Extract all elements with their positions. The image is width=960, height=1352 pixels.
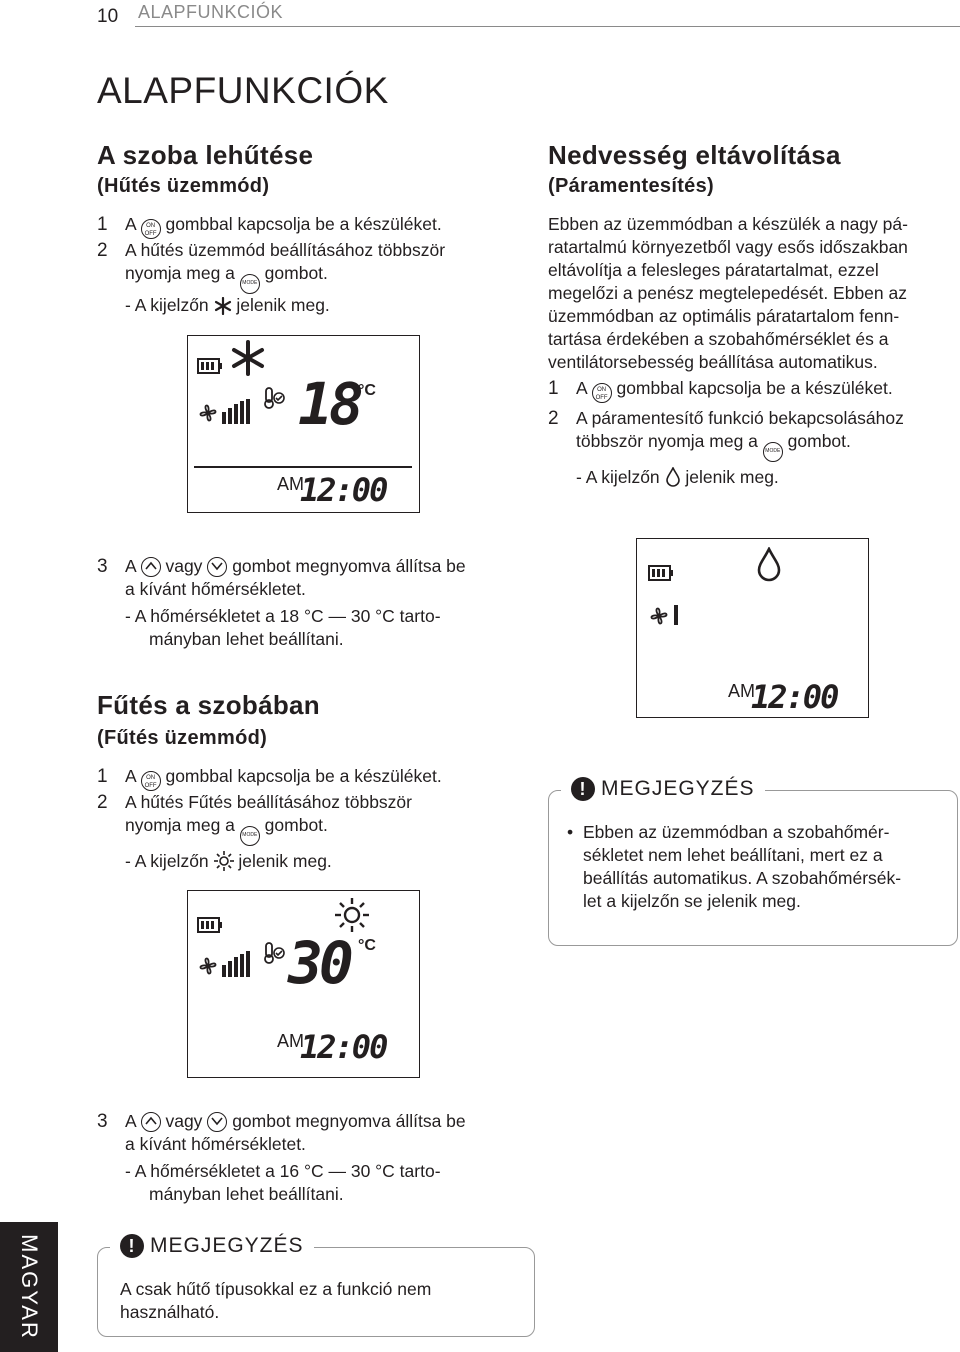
- cooling-step-3: 3 A vagy gombot megnyomva állítsa be a kívánt hőmérsékletet. - A hőmérsékletet a 18 °C — 30 °C tarto- mányban lehet beállítani.: [97, 556, 466, 649]
- dehumid-display-note: - A kijelzőn jelenik meg.: [576, 467, 779, 487]
- mode-button-icon: MODE: [240, 826, 260, 846]
- clock-display: 12:00: [751, 678, 838, 716]
- exclamation-icon: !: [571, 777, 595, 801]
- set-temperature: 18: [298, 370, 360, 438]
- cooling-steps: 1 A ON OFF gombbal kapcsolja be a készüléket. 2 A hűtés üzemmód beállításához többször nyomja meg a MODE gombot. - A kijelzőn jelenik meg.: [97, 213, 517, 317]
- page-title: ALAPFUNKCIÓK: [97, 70, 389, 111]
- sun-icon: [334, 897, 370, 933]
- fan-icon: [200, 405, 215, 420]
- section-header: ALAPFUNKCIÓK: [138, 2, 284, 22]
- cooling-subtitle: (Hűtés üzemmód): [97, 175, 270, 197]
- heating-title: Fűtés a szobában: [97, 690, 320, 720]
- up-button-icon: [141, 1112, 161, 1132]
- am-indicator: AM: [277, 1031, 304, 1051]
- fan-speed-icon: [648, 601, 682, 631]
- am-indicator: AM: [728, 681, 755, 701]
- dehumid-step-1: 1 A ON OFF gombbal kapcsolja be a készüléket.: [548, 378, 893, 401]
- note-title: MEGJEGYZÉS: [150, 1234, 304, 1257]
- dehumid-paragraph: Ebben az üzemmódban a készülék a nagy pá- ratartalmú környezetből vagy esős időszakban eltávolítja a felesleges páratartalmat, ezzel megelőzi a penész megtelepedését. Ebben az üzemmódban az optimális páratartalom fenn- tartása érdekében a szobahőmérséklet és a ventilátorsebesség beállítása automatikus.: [548, 214, 908, 372]
- heating-step-1: 1 A ON OFF gombbal kapcsolja be a készüléket.: [97, 766, 442, 789]
- droplet-icon: [756, 547, 782, 583]
- down-button-icon: [207, 557, 227, 577]
- thermometer-icon: [262, 386, 286, 410]
- temperature-unit: °C: [358, 382, 376, 399]
- battery-icon: [197, 917, 223, 933]
- power-button-icon: ON OFF: [592, 383, 612, 403]
- dehumid-steps: 1 A ON OFF gombbal kapcsolja be a készüléket. 2 A páramentesítő funkció bekapcsolásához többször nyomja meg a MODE gombot. - A kijelzőn jelenik meg.: [548, 377, 958, 489]
- clock-display: 12:00: [300, 471, 387, 509]
- snowflake-icon: [230, 340, 266, 376]
- thermometer-icon: [262, 941, 286, 965]
- mode-button-icon: MODE: [240, 274, 260, 294]
- heating-subtitle: (Fűtés üzemmód): [97, 727, 268, 749]
- heating-step-2: 2 A hűtés Fűtés beállításához többször: [97, 792, 412, 813]
- power-button-icon: ON OFF: [141, 771, 161, 791]
- dehumid-step-2: 2 A páramentesítő funkció bekapcsolásához: [548, 408, 904, 429]
- cooling-display-note: - A kijelzőn jelenik meg.: [125, 295, 330, 315]
- heating-display-note: - A kijelzőn jelenik meg.: [125, 851, 332, 871]
- up-button-icon: [141, 557, 161, 577]
- note-text: • Ebben az üzemmódban a szobahőmér- sékletet nem lehet beállítani, mert ez a beállítás automatikus. A szobahőmérsék- let a kijelzőn se jelenik meg.: [567, 822, 902, 911]
- language-tab: MAGYAR: [0, 1222, 58, 1352]
- dehumid-title: Nedvesség eltávolítása: [548, 140, 841, 170]
- exclamation-icon: !: [120, 1234, 144, 1258]
- heating-display-panel: [187, 890, 420, 1078]
- down-button-icon: [207, 1112, 227, 1132]
- page-number: 10: [97, 6, 119, 27]
- fan-speed-icon: [197, 949, 253, 981]
- snowflake-icon: [214, 297, 232, 315]
- fan-icon: [200, 958, 215, 973]
- dehumid-subtitle: (Páramentesítés): [548, 175, 714, 197]
- sun-icon: [214, 851, 234, 871]
- cooling-title: A szoba lehűtése: [97, 140, 314, 170]
- clock-display: 12:00: [300, 1028, 387, 1066]
- am-indicator: AM: [277, 474, 304, 494]
- display-divider: [194, 466, 412, 468]
- heating-note-box: [97, 1234, 535, 1337]
- header-rule: [135, 26, 960, 27]
- dehumid-display-panel: [636, 538, 869, 718]
- battery-icon: [197, 358, 223, 374]
- power-button-icon: ON OFF: [141, 219, 161, 239]
- mode-button-icon: MODE: [763, 442, 783, 462]
- fan-speed-icon: [197, 398, 253, 428]
- cooling-step-2: 2 A hűtés üzemmód beállításához többször: [97, 240, 446, 261]
- set-temperature: 30: [288, 929, 350, 997]
- temperature-unit: °C: [358, 937, 376, 954]
- heating-step-3: 3 A vagy gombot megnyomva állítsa be a kívánt hőmérsékletet. - A hőmérsékletet a 16 °C — 30 °C tarto- mányban lehet beállítani.: [97, 1111, 466, 1204]
- fan-icon: [651, 608, 666, 623]
- cooling-display-panel: [187, 335, 420, 513]
- note-title: MEGJEGYZÉS: [601, 777, 755, 800]
- battery-icon: [648, 565, 674, 581]
- note-text: A csak hűtő típusokkal ez a funkció nem használható.: [120, 1279, 432, 1322]
- heating-steps: 1 A ON OFF gombbal kapcsolja be a készüléket. 2 A hűtés Fűtés beállításához többször nyomja meg a MODE gombot. - A kijelzőn jelenik meg.: [97, 765, 517, 873]
- droplet-icon: [665, 467, 681, 487]
- dehumid-note-box: [548, 777, 958, 946]
- cooling-step-1: 1 A ON OFF gombbal kapcsolja be a készüléket.: [97, 214, 442, 237]
